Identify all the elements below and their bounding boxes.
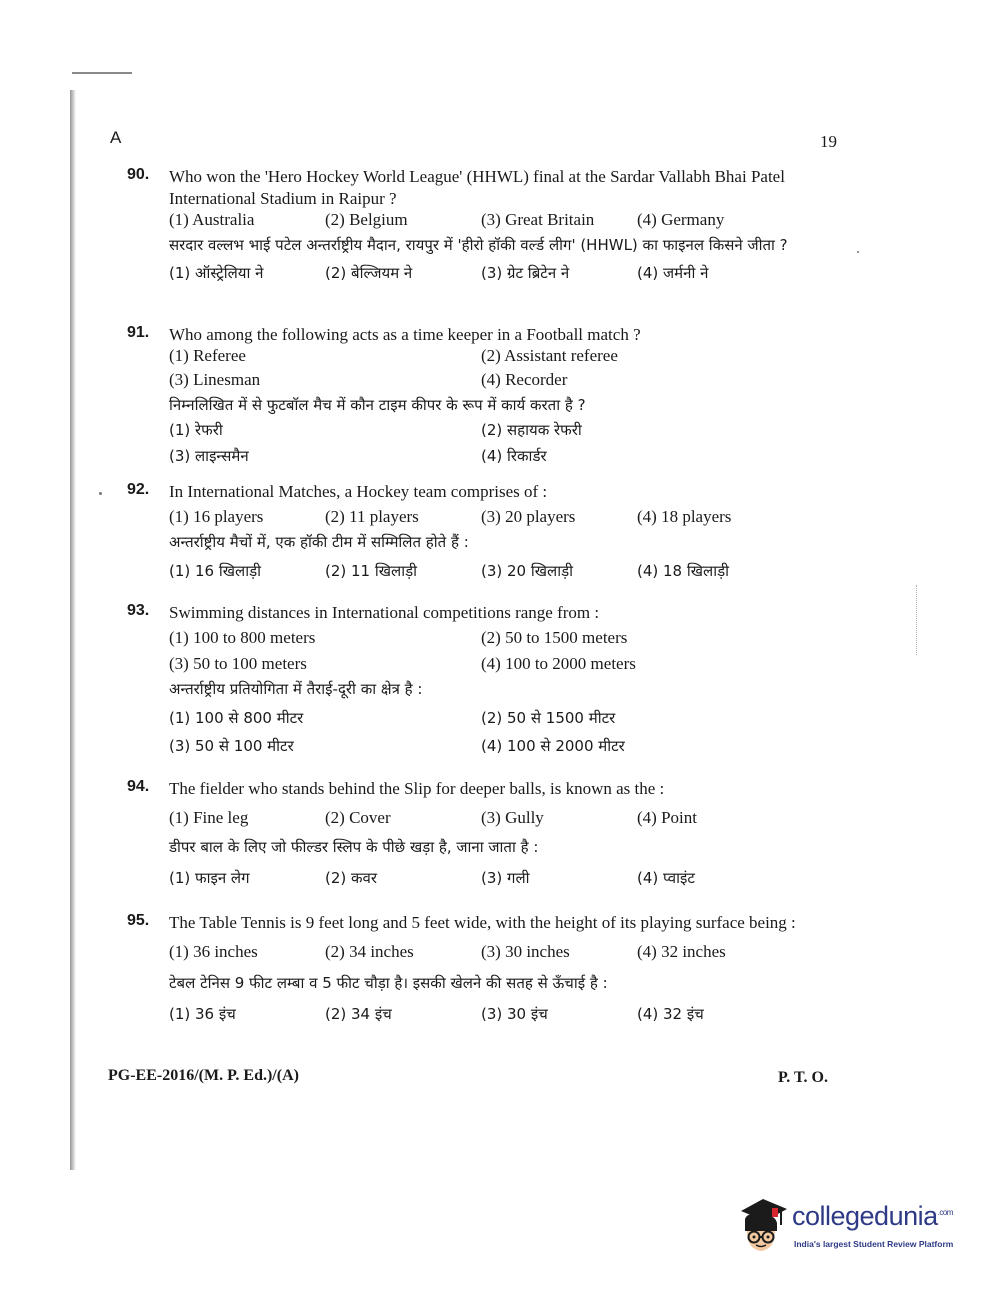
question-number: 92. [127, 481, 150, 498]
question-text-hi: डीपर बाल के लिए जो फील्डर स्लिप के पीछे खड़ा है, जाना जाता है : [169, 838, 539, 856]
option: (3) Linesman [169, 370, 261, 389]
option: (4) प्वाइंट [637, 869, 695, 887]
paper-code: PG-EE-2016/(M. P. Ed.)/(A) [108, 1067, 299, 1084]
option: (4) 32 inches [637, 942, 726, 961]
question-text-en: Swimming distances in International competitions range from : [169, 603, 600, 622]
options-en [169, 628, 840, 652]
option: (1) 36 इंच [169, 1005, 236, 1023]
question-92 [110, 481, 840, 585]
options-hi [169, 420, 840, 444]
options-en [169, 942, 840, 966]
option: (2) 50 से 1500 मीटर [481, 709, 616, 727]
option: (4) 18 खिलाड़ी [637, 562, 729, 580]
options-en [169, 346, 840, 370]
option: (4) Recorder [481, 370, 568, 389]
option: (3) 20 players [481, 507, 576, 526]
option: (2) Assistant referee [481, 346, 618, 365]
question-number: 93. [127, 602, 150, 619]
option: (2) 11 players [325, 507, 419, 526]
options-en [169, 370, 840, 394]
question-text-en: The fielder who stands behind the Slip for deeper balls, is known as the : [169, 779, 665, 798]
question-text-en: Who won the 'Hero Hockey World League' (HHWL) final at the Sardar Vallabh Bhai Patel International Stadium in Raipur ? [169, 167, 785, 208]
question-text-en: In International Matches, a Hockey team comprises of : [169, 482, 548, 501]
scan-border-top [72, 72, 132, 74]
options-hi [169, 561, 840, 585]
question-number: 91. [127, 324, 150, 341]
question-91 [110, 324, 840, 470]
question-text-hi: अन्तर्राष्ट्रीय मैचों में, एक हॉकी टीम में सम्मिलित होते हैं : [169, 533, 469, 551]
section-label: A [110, 128, 122, 147]
option: (1) रेफरी [169, 421, 223, 439]
options-hi [169, 1004, 840, 1028]
option: (4) 18 players [637, 507, 732, 526]
logo-tagline: India's largest Student Review Platform [794, 1239, 954, 1249]
option: (3) ग्रेट ब्रिटेन ने [481, 264, 570, 282]
options-en [169, 210, 840, 234]
question-93 [110, 602, 840, 760]
option: (3) 50 to 100 meters [169, 654, 307, 673]
question-94 [110, 778, 840, 892]
question-number: 94. [127, 778, 150, 795]
option: (2) Belgium [325, 210, 408, 229]
scan-dotted-mark [916, 585, 919, 655]
option: (1) फाइन लेग [169, 869, 250, 887]
page-number: 19 [820, 132, 837, 151]
options-hi [169, 708, 840, 732]
logo-domain: .com [937, 1208, 953, 1217]
question-number: 90. [127, 166, 150, 183]
mascot-icon [735, 1197, 791, 1257]
collegedunia-logo [735, 1195, 965, 1265]
option: (2) 11 खिलाड़ी [325, 562, 417, 580]
option: (2) Cover [325, 808, 391, 827]
options-hi [169, 868, 840, 892]
option: (3) 30 इंच [481, 1005, 548, 1023]
question-95 [110, 912, 840, 1028]
option: (3) 50 से 100 मीटर [169, 737, 294, 755]
options-en [169, 654, 840, 678]
question-text-hi: अन्तर्राष्ट्रीय प्रतियोगिता में तैराई-दूरी का क्षेत्र है : [169, 680, 423, 698]
question-text-hi: टेबल टेनिस 9 फीट लम्बा व 5 फीट चौड़ा है। इसकी खेलने की सतह से ऊँचाई है : [169, 974, 608, 992]
option: (1) ऑस्ट्रेलिया ने [169, 264, 264, 282]
option: (1) 16 players [169, 507, 264, 526]
logo-wordmark: collegedunia [792, 1201, 938, 1231]
pto-label: P. T. O. [778, 1069, 828, 1086]
option: (4) जर्मनी ने [637, 264, 709, 282]
option: (4) Germany [637, 210, 725, 229]
scan-binding-edge [70, 90, 76, 1170]
options-hi [169, 263, 840, 287]
option: (4) रिकार्डर [481, 447, 547, 465]
option: (3) Gully [481, 808, 544, 827]
option: (2) 50 to 1500 meters [481, 628, 628, 647]
option: (4) 32 इंच [637, 1005, 704, 1023]
option: (1) Australia [169, 210, 255, 229]
options-en [169, 507, 840, 531]
question-number: 95. [127, 912, 150, 929]
option: (1) 16 खिलाड़ी [169, 562, 261, 580]
question-text-en: The Table Tennis is 9 feet long and 5 feet wide, with the height of its playing surface being : [169, 913, 796, 932]
option: (4) 100 to 2000 meters [481, 654, 636, 673]
option: (3) 30 inches [481, 942, 570, 961]
scan-dot [857, 251, 859, 253]
option: (2) बेल्जियम ने [325, 264, 413, 282]
option: (2) 34 inches [325, 942, 414, 961]
option: (2) सहायक रेफरी [481, 421, 582, 439]
option: (3) गली [481, 869, 530, 887]
question-90 [110, 166, 840, 287]
option: (2) कवर [325, 869, 378, 887]
options-hi [169, 736, 840, 760]
option: (4) 100 से 2000 मीटर [481, 737, 625, 755]
scan-dot [99, 492, 102, 495]
option: (1) Fine leg [169, 808, 249, 827]
options-hi [169, 446, 840, 470]
options-en [169, 808, 840, 832]
question-text-hi: सरदार वल्लभ भाई पटेल अन्तर्राष्ट्रीय मैदान, रायपुर में 'हीरो हॉकी वर्ल्ड लीग' (HHWL) का फाइनल किसने जीता ? [169, 236, 788, 254]
option: (3) लाइन्समैन [169, 447, 249, 465]
option: (3) 20 खिलाड़ी [481, 562, 573, 580]
option: (2) 34 इंच [325, 1005, 392, 1023]
option: (1) 36 inches [169, 942, 258, 961]
option: (1) Referee [169, 346, 246, 365]
question-text-hi: निम्नलिखित में से फुटबॉल मैच में कौन टाइम कीपर के रूप में कार्य करता है ? [169, 396, 586, 414]
option: (4) Point [637, 808, 697, 827]
option: (1) 100 to 800 meters [169, 628, 316, 647]
option: (3) Great Britain [481, 210, 595, 229]
question-text-en: Who among the following acts as a time keeper in a Football match ? [169, 325, 641, 344]
option: (1) 100 से 800 मीटर [169, 709, 304, 727]
